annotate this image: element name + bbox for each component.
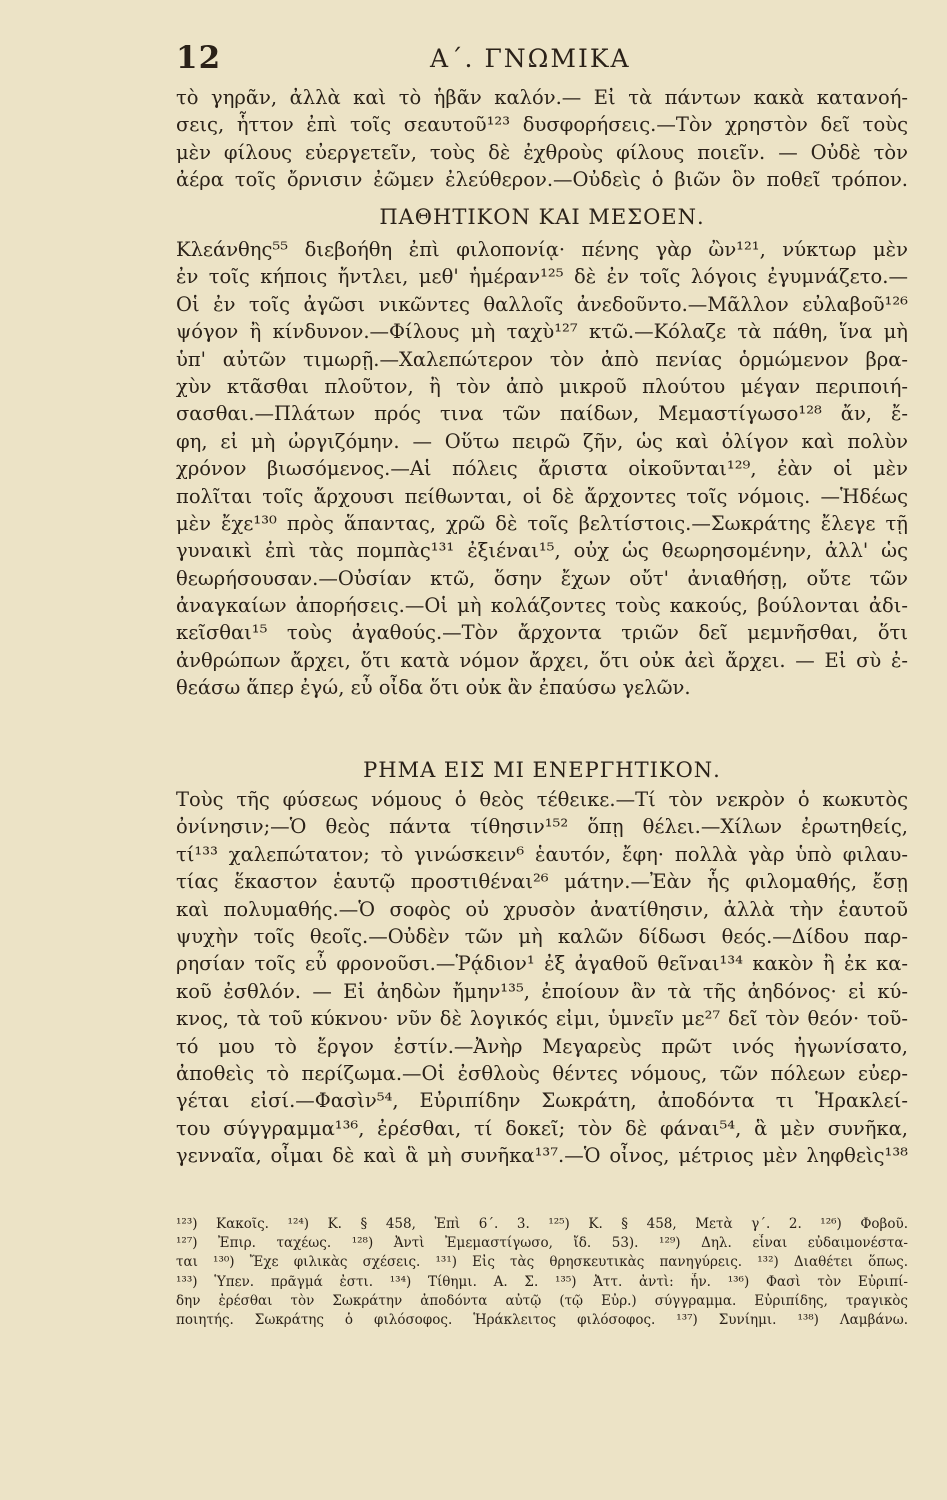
- text-line: καὶ πολυμαθής.—Ὁ σοφὸς οὐ χρυσὸν ἀνατίθησιν, ἀλλὰ τὴν ἑαυτοῦ: [176, 897, 908, 921]
- footnote-line: ποιητής. Σωκράτης ὁ φιλόσοφος. Ἡράκλειτος φιλόσοφος. ¹³⁷) Συνίημι. ¹³⁸) Λαμβάνω.: [176, 1311, 908, 1328]
- text-line: ψόγον ἢ κίνδυνον.—Φίλους μὴ ταχὺ¹²⁷ κτῶ.—Κόλαζε τὰ πάθη, ἵνα μὴ: [176, 320, 908, 344]
- footnote-line: δην ἐρέσθαι τὸν Σωκράτην ἀποδόντα αὐτῷ (τῷ Εὐρ.) σύγγραμμα. Εὐριπίδης, τραγικὸς: [176, 1292, 908, 1309]
- text-line: μὲν φίλους εὐεργετεῖν, τοὺς δὲ ἐχθροὺς φίλους ποιεῖν. — Οὐδὲ τὸν: [176, 140, 908, 164]
- footnotes: [176, 1215, 908, 1330]
- text-line: ἐν τοῖς κήποις ἤντλει, μεθ' ἡμέραν¹²⁵ δὲ ἐν τοῖς λόγοις ἐγυμνάζετο.—: [176, 265, 908, 289]
- footnote-line: ¹²⁷) Ἐπιρ. ταχέως. ¹²⁸) Ἀντὶ Ἐμεμαστίγωσο, ἴδ. 53). ¹²⁹) Δηλ. εἶναι εὐδαιμονέστα-: [176, 1235, 908, 1252]
- text-block-passive: [176, 236, 908, 702]
- text-line: Κλεάνθης⁵⁵ διεβοήθη ἐπὶ φιλοπονίᾳ· πένης γὰρ ὢν¹²¹, νύκτωρ μὲν: [176, 238, 908, 261]
- text-line: χρόνον βιωσόμενος.—Αἱ πόλεις ἄριστα οἰκοῦνται¹²⁹, ἐὰν οἱ μὲν: [176, 457, 908, 481]
- text-line: του σύγγραμμα¹³⁶, ἐρέσθαι, τί δοκεῖ; τὸν δὲ φάναι⁵⁴, ἃ μὲν συνῆκα,: [176, 1116, 908, 1140]
- text-line: κνος, τὰ τοῦ κύκνου· νῦν δὲ λογικός εἰμι, ὑμνεῖν με²⁷ δεῖ τὸν θεόν· τοῦ-: [176, 1007, 908, 1031]
- text-line: ρησίαν τοῖς εὖ φρονοῦσι.—Ῥᾴδιον¹ ἐξ ἀγαθοῦ θεῖναι¹³⁴ κακὸν ἢ ἐκ κα-: [176, 952, 908, 976]
- text-line: κοῦ ἐσθλόν. — Εἰ ἀηδὼν ἤμην¹³⁵, ἐποίουν ἂν τὰ τῆς ἀηδόνος· εἰ κύ-: [176, 979, 908, 1003]
- text-line: ἀνθρώπων ἄρχει, ὅτι κατὰ νόμον ἄρχει, ὅτι οὐκ ἀεὶ ἄρχει. — Εἰ σὺ ἐ-: [176, 648, 908, 672]
- text-block-intro: [176, 84, 908, 194]
- section-heading: ΡΗΜΑ ΕΙΣ ΜΙ ΕΝΕΡΓΗΤΙΚΟΝ.: [363, 758, 721, 782]
- footnote-line: ¹²³) Κακοῖς. ¹²⁴) Κ. § 458, Ἐπὶ 6΄. 3. ¹²⁵) Κ. § 458, Μετὰ γ΄. 2. ¹²⁶) Φοβοῦ.: [176, 1216, 908, 1232]
- text-line: τὸ γηρᾶν, ἀλλὰ καὶ τὸ ἡβᾶν καλόν.— Εἰ τὰ πάντων κακὰ κατανοή-: [176, 86, 908, 109]
- text-line: χὺν κτᾶσθαι πλοῦτον, ἢ τὸν ἀπὸ μικροῦ πλούτου μέγαν περιποιή-: [176, 374, 908, 398]
- text-line: τίας ἕκαστον ἑαυτῷ προστιθέναι²⁶ μάτην.—Ἐὰν ἧς φιλομαθής, ἔσῃ: [176, 870, 908, 894]
- text-line: Τοὺς τῆς φύσεως νόμους ὁ θεὸς τέθεικε.—Τί τὸν νεκρὸν ὁ κωκυτὸς: [176, 788, 908, 811]
- text-line: ὑπ' αὐτῶν τιμωρῇ.—Χαλεπώτερον τὸν ἀπὸ πενίας ὁρμώμενον βρα-: [176, 347, 908, 371]
- text-line: τί¹³³ χαλεπώτατον; τὸ γινώσκειν⁶ ἑαυτόν, ἔφη· πολλὰ γὰρ ὑπὸ φιλαυ-: [176, 842, 908, 866]
- text-line: ἀέρα τοῖς ὄρνισιν ἐῶμεν ἐλεύθερον.—Οὐδεὶς ὁ βιῶν ὃν ποθεῖ τρόπον.: [176, 168, 908, 192]
- text-line: τό μου τὸ ἔργον ἐστίν.—Ἀνὴρ Μεγαρεὺς πρῶτ ινός ἠγωνίσατο,: [176, 1034, 908, 1058]
- page-number: 12: [176, 40, 222, 76]
- text-line: θεωρήσουσαν.—Οὐσίαν κτῶ, ὅσην ἔχων οὔτ' ἀνιαθήσῃ, οὔτε τῶν: [176, 566, 908, 590]
- text-line: σασθαι.—Πλάτων πρός τινα τῶν παίδων, Μεμαστίγωσο¹²⁸ ἄν, ἔ-: [176, 402, 908, 426]
- text-line: φη, εἰ μὴ ὠργιζόμην. — Οὕτω πειρῶ ζῆν, ὡς καὶ ὀλίγον καὶ πολὺν: [176, 429, 908, 453]
- text-line: ἀποθεὶς τὸ περίζωμα.—Οἱ ἐσθλοὺς θέντες νόμους, τῶν πόλεων εὐερ-: [176, 1061, 908, 1085]
- text-line: μὲν ἔχε¹³⁰ πρὸς ἅπαντας, χρῶ δὲ τοῖς βελτίστοις.—Σωκράτης ἔλεγε τῇ: [176, 511, 908, 535]
- text-line: σεις, ἧττον ἐπὶ τοῖς σεαυτοῦ¹²³ δυσφορήσεις.—Τὸν χρηστὸν δεῖ τοὺς: [176, 113, 908, 137]
- text-line: γενναῖα, οἶμαι δὲ καὶ ἃ μὴ συνῆκα¹³⁷.—Ὁ οἶνος, μέτριος μὲν ληφθεὶς¹³⁸: [176, 1144, 908, 1168]
- footnote-line: ¹³³) Ὑπεν. πρᾶγμά ἐστι. ¹³⁴) Τίθημι. Α. Σ. ¹³⁵) Ἀττ. ἀντὶ: ἦν. ¹³⁶) Φασὶ τὸν Εὐριπί-: [176, 1273, 908, 1290]
- running-title: Α΄. ΓΝΩΜΙΚΑ: [430, 44, 631, 73]
- text-line: κεῖσθαι¹⁵ τοὺς ἀγαθούς.—Τὸν ἄρχοντα τριῶν δεῖ μεμνῆσθαι, ὅτι: [176, 621, 908, 645]
- text-block-verbs: [176, 786, 908, 1169]
- text-line: Οἱ ἐν τοῖς ἀγῶσι νικῶντες θαλλοῖς ἀνεδοῦντο.—Μᾶλλον εὐλαβοῦ¹²⁶: [176, 292, 908, 316]
- text-line: γέται εἰσί.—Φασὶν⁵⁴, Εὐριπίδην Σωκράτη, ἀποδόντα τι Ἡρακλεί-: [176, 1089, 908, 1113]
- text-line: ἀναγκαίων ἀπορήσεις.—Οἱ μὴ κολάζοντες τοὺς κακούς, βούλονται ἀδι-: [176, 594, 908, 618]
- text-line: ὀνίνησιν;—Ὁ θεὸς πάντα τίθησιν¹⁵² ὅπῃ θέλει.—Χίλων ἐρωτηθείς,: [176, 815, 908, 839]
- text-line: πολῖται τοῖς ἄρχουσι πείθωνται, οἱ δὲ ἄρχοντες τοῖς νόμοις. —Ἡδέως: [176, 484, 908, 508]
- text-line: γυναικὶ ἐπὶ τὰς πομπὰς¹³¹ ἐξιέναι¹⁵, οὐχ ὡς θεωρησομένην, ἀλλ' ὡς: [176, 539, 908, 563]
- section-heading: ΠΑΘΗΤΙΚΟΝ ΚΑΙ ΜΕΣΟΕΝ.: [379, 205, 705, 229]
- footnote-line: ται ¹³⁰) Ἔχε φιλικὰς σχέσεις. ¹³¹) Εἰς τὰς θρησκευτικὰς πανηγύρεις. ¹³²) Διαθέτει ὅπως.: [176, 1254, 908, 1271]
- text-line: θεάσω ἅπερ ἐγώ, εὖ οἶδα ὅτι οὐκ ἂν ἐπαύσω γελῶν.: [176, 676, 691, 700]
- page-header: [0, 40, 947, 80]
- text-line: ψυχὴν τοῖς θεοῖς.—Οὐδὲν τῶν μὴ καλῶν δίδωσι θεός.—Δίδου παρ-: [176, 924, 908, 948]
